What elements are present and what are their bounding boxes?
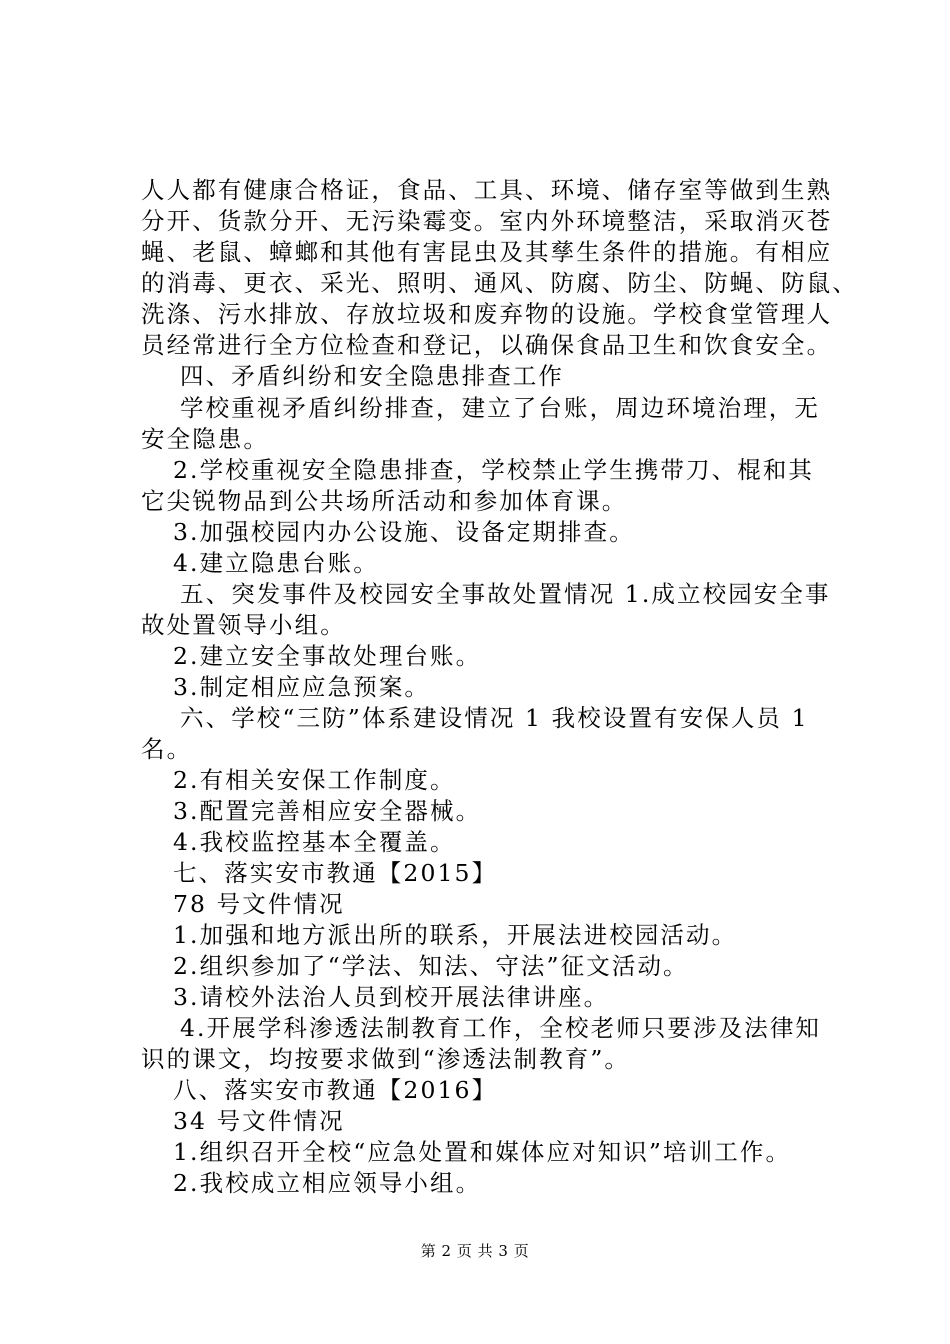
body-line: 它尖锐物品到公共场所活动和参加体育课。: [141, 487, 628, 515]
body-line: 2.我校成立相应领导小组。: [173, 1169, 482, 1197]
body-line: 识的课文，均按要求做到“渗透法制教育”。: [141, 1045, 631, 1073]
body-line: 员经常进行全方位检查和登记，以确保食品卫生和饮食安全。: [141, 331, 833, 359]
body-line: 3.配置完善相应安全器械。: [173, 797, 482, 825]
section-heading: 五、突发事件及校园安全事故处置情况 1.成立校园安全事: [180, 580, 831, 608]
body-line: 4.开展学科渗透法制教育工作，全校老师只要涉及法律知: [180, 1014, 822, 1042]
body-line: 4.我校监控基本全覆盖。: [173, 828, 456, 856]
body-line: 蝇、老鼠、蟑螂和其他有害昆虫及其孳生条件的措施。有相应: [141, 238, 833, 266]
body-line: 2.建立安全事故处理台账。: [173, 642, 482, 670]
page-number-footer: 第 2 页 共 3 页: [420, 1242, 530, 1260]
body-line: 故处置领导小组。: [141, 611, 346, 639]
body-line: 4.建立隐患台账。: [173, 549, 379, 577]
section-heading: 四、矛盾纠纷和安全隐患排查工作: [180, 362, 564, 390]
body-line: 2.有相关安保工作制度。: [173, 766, 456, 794]
body-line: 安全隐患。: [141, 425, 269, 453]
body-line: 名。: [141, 735, 193, 763]
body-line: 人人都有健康合格证，食品、工具、环境、储存室等做到生熟: [141, 176, 833, 204]
section-heading: 七、落实安市教通【2015】: [173, 859, 498, 887]
body-line: 1.加强和地方派出所的联系，开展法进校园活动。: [173, 921, 738, 949]
body-line: 3.加强校园内办公设施、设备定期排查。: [173, 518, 635, 546]
body-line: 34 号文件情况: [173, 1107, 345, 1135]
body-line: 分开、货款分开、无污染霉变。室内外环境整洁，采取消灭苍: [141, 207, 833, 235]
section-heading: 六、学校“三防”体系建设情况 1 我校设置有安保人员 1: [180, 704, 809, 732]
body-line: 78 号文件情况: [173, 890, 345, 918]
body-line: 1.组织召开全校“应急处置和媒体应对知识”培训工作。: [173, 1138, 792, 1166]
body-line: 学校重视矛盾纠纷排查，建立了台账，周边环境治理，无: [180, 394, 820, 422]
body-line: 3.制定相应应急预案。: [173, 673, 431, 701]
body-line: 2.学校重视安全隐患排查，学校禁止学生携带刀、棍和其: [173, 456, 815, 484]
body-line: 的消毒、更衣、采光、照明、通风、防腐、防尘、防蝇、防鼠、: [141, 269, 858, 297]
body-line: 3.请校外法治人员到校开展法律讲座。: [173, 983, 610, 1011]
body-line: 2.组织参加了“学法、知法、守法”征文活动。: [173, 952, 689, 980]
section-heading: 八、落实安市教通【2016】: [173, 1076, 498, 1104]
body-line: 洗涤、污水排放、存放垃圾和废弃物的设施。学校食堂管理人: [141, 300, 833, 328]
